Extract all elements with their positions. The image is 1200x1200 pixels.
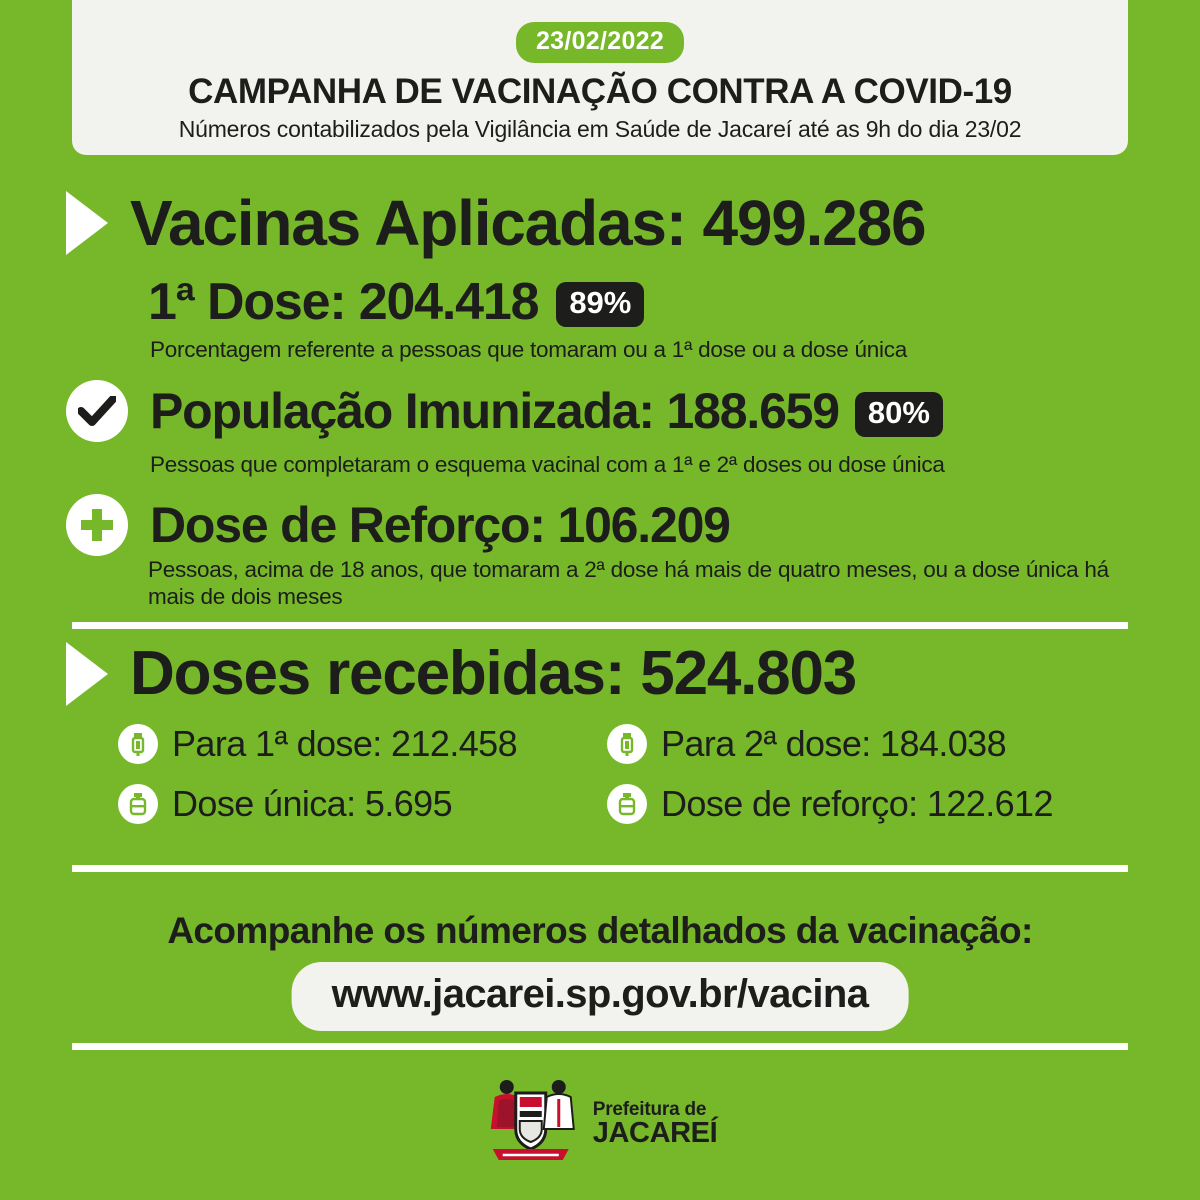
follow-text: Acompanhe os números detalhados da vacinação: (167, 910, 1033, 951)
website-url[interactable]: www.jacarei.sp.gov.br/vacina (292, 962, 909, 1031)
divider-3 (72, 1043, 1128, 1050)
received-item-first-dose (118, 723, 517, 765)
received-item-single-dose (118, 783, 452, 825)
divider-1 (72, 622, 1128, 629)
brand-text (593, 1100, 718, 1148)
header-subtitle: Números contabilizados pela Vigilância em Saúde de Jacareí até as 9h do dia 23/02 (178, 116, 1022, 142)
received-item-second-dose (607, 723, 1006, 765)
received-doses-title: Doses recebidas: 524.803 (130, 639, 857, 708)
first-dose-row (148, 272, 644, 332)
syringe-icon (118, 724, 158, 764)
page-title: CAMPANHA DE VACINAÇÃO CONTRA A COVID-19 (188, 72, 1012, 111)
brand-bottom-label: JACAREÍ (592, 1116, 718, 1149)
triangle-right-icon (66, 642, 108, 706)
booster-row (66, 494, 730, 556)
applied-doses-title: Vacinas Aplicadas: 499.286 (130, 187, 926, 259)
immunized-note: Pessoas que completaram o esquema vacinal com a 1ª e 2ª doses ou dose única (150, 452, 945, 477)
first-dose-percent-badge: 89% (556, 282, 644, 327)
brand-top-label: Prefeitura de (592, 1098, 707, 1120)
booster-note: Pessoas, acima de 18 anos, que tomaram a 2ª dose há mais de quatro meses, ou a dose única há mais de dois meses (148, 557, 1109, 609)
received-item-label: Dose única: 5.695 (172, 783, 452, 824)
triangle-right-icon (66, 191, 108, 255)
header-card (72, 0, 1128, 155)
immunized-percent-badge: 80% (855, 392, 943, 437)
received-item-booster (607, 783, 1053, 825)
applied-doses-row (66, 186, 925, 260)
first-dose-note: Porcentagem referente a pessoas que tomaram ou a 1ª dose ou a dose única (150, 337, 908, 362)
first-dose-label: 1ª Dose: 204.418 (148, 273, 539, 331)
received-item-label: Para 2ª dose: 184.038 (661, 723, 1006, 764)
divider-2 (72, 865, 1128, 872)
syringe-icon (607, 724, 647, 764)
immunized-label: População Imunizada: 188.659 (150, 383, 839, 439)
immunized-row (66, 380, 943, 442)
received-item-label: Dose de reforço: 122.612 (661, 783, 1053, 824)
received-doses-row (66, 638, 856, 709)
jacarei-coat-of-arms-icon (483, 1075, 579, 1172)
plus-icon (66, 494, 128, 556)
date-badge: 23/02/2022 (516, 22, 684, 63)
vial-icon (607, 784, 647, 824)
received-item-label: Para 1ª dose: 212.458 (172, 723, 517, 764)
brand-block (483, 1075, 718, 1172)
check-icon (66, 380, 128, 442)
booster-label: Dose de Reforço: 106.209 (150, 497, 730, 553)
vial-icon (118, 784, 158, 824)
